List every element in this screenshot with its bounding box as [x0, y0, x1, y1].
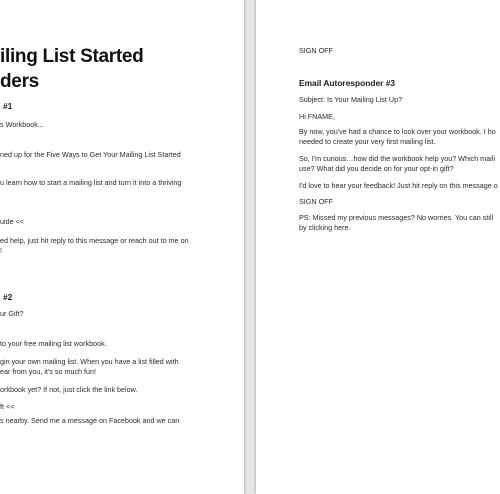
document-page-left — [0, 0, 244, 494]
email1-heading: #1 — [3, 101, 13, 111]
email2-body-line: orkbook yet? If not, just click the link below. — [0, 385, 138, 394]
email2-body-line: to your free mailing list workbook. — [0, 339, 107, 348]
email1-body-line: ned up for the Five Ways to Get Your Mailing List Started — [0, 150, 181, 159]
document-page-right — [256, 0, 500, 494]
email3-body-line: By now, you've had a chance to look over your workbook. I ho — [299, 127, 496, 136]
email3-body-line: So, I'm curious…how did the workbook help you? Which maili — [299, 154, 495, 163]
email2-body-line: s nearby. Send me a message on Facebook and we can — [0, 416, 180, 425]
email3-heading: Email Autoresponder #3 — [299, 78, 396, 88]
email1-subject-text: s Workbook... — [0, 120, 44, 129]
sign-off-text: SIGN OFF — [299, 46, 333, 55]
email3-ps-line: by clicking here. — [299, 223, 351, 232]
email2-body-line: gin your own mailing list. When you have a list filled with — [0, 357, 179, 366]
document-title-line1: iling List Started — [0, 46, 144, 67]
email1-body-line: ! — [0, 246, 2, 255]
email3-body-line: I'd love to hear your feedback! Just hit reply on this message o — [299, 181, 498, 190]
email3-body-line: use? What did you decide on for your opt-in gift? — [299, 164, 454, 173]
email2-subject-text: ur Gift? — [0, 309, 24, 318]
email1-link-text: uide << — [0, 217, 24, 226]
email3-subject: Subject: Is Your Mailing List Up? — [299, 95, 403, 104]
sign-off-text: SIGN OFF — [299, 197, 333, 206]
email3-greeting: Hi FNAME, — [299, 112, 335, 121]
email3-body-line: needed to create your very first mailing list. — [299, 137, 436, 146]
email2-heading: #2 — [3, 292, 13, 302]
email1-body-line: ed help, just hit reply to this message or reach out to me on — [0, 236, 189, 245]
email2-body-line: ear from you, it's so much fun! — [0, 367, 97, 376]
email3-ps-line: PS: Missed my previous messages? No worries. You can still — [299, 213, 494, 222]
email1-body-line: u learn how to start a mailing list and turn it into a thriving — [0, 178, 182, 187]
document-title-line2: ders — [0, 71, 39, 92]
email2-link-text: ft << — [0, 402, 15, 411]
